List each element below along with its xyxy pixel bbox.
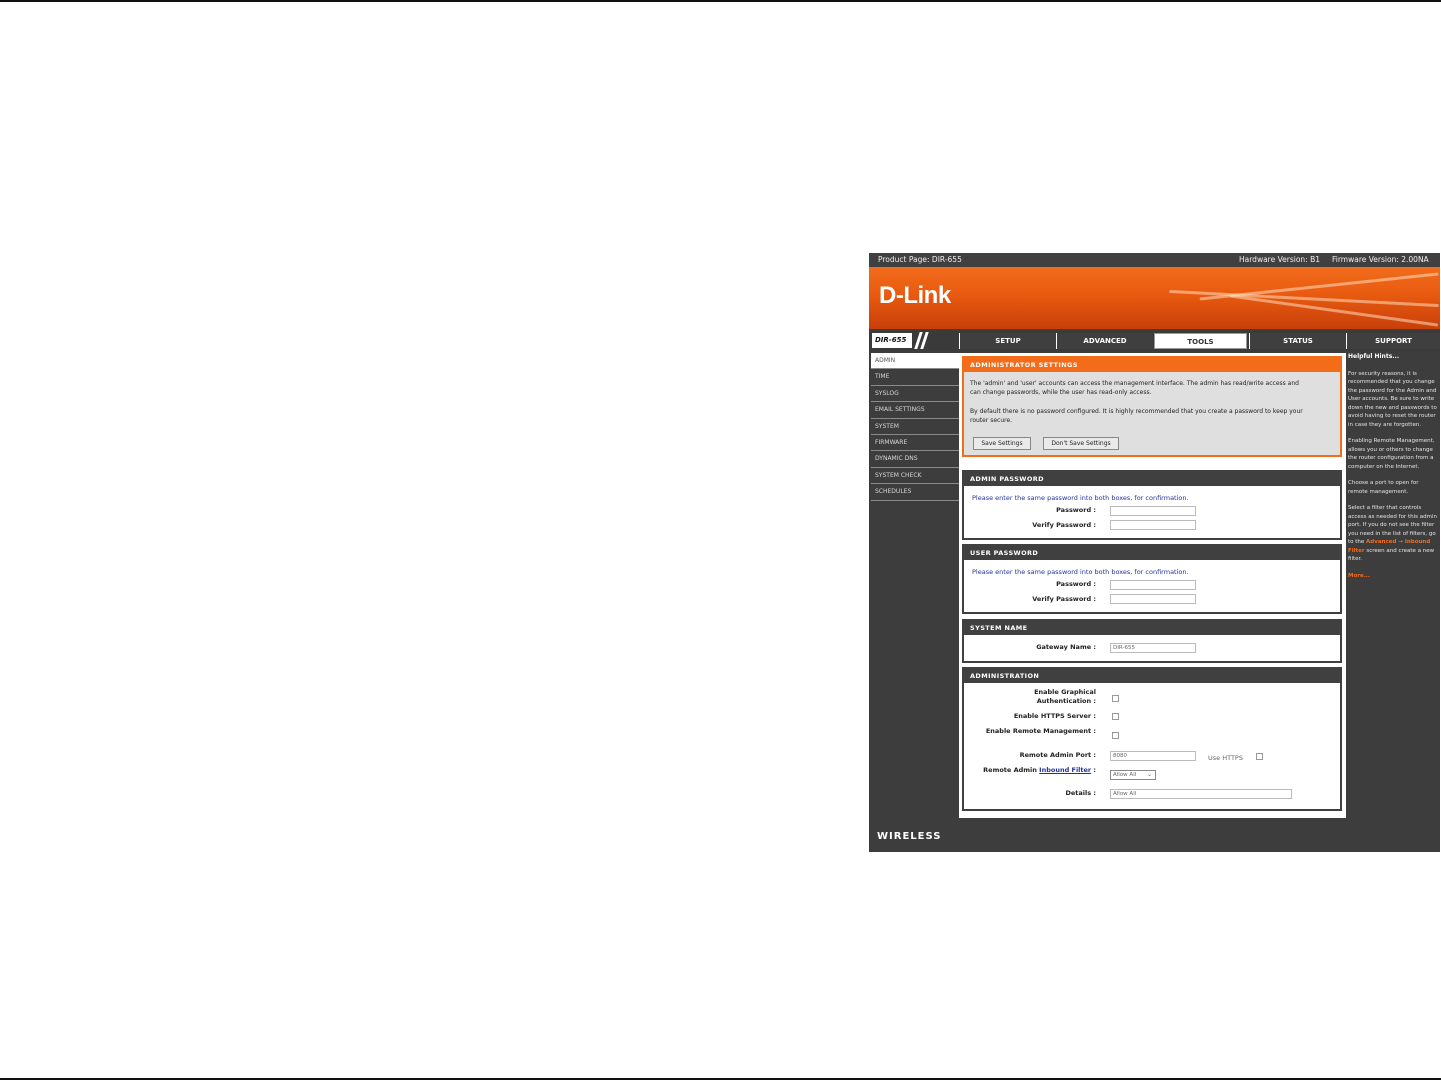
sidebar-item-firmware[interactable]: FIRMWARE	[871, 435, 959, 451]
wireless-footer-label: WIRELESS	[877, 831, 942, 842]
intro-paragraph: The 'admin' and 'user' accounts can access the management interface. The admin has read/write access and can change passwords, while the user has read-only access.	[970, 380, 1299, 396]
save-settings-button[interactable]: Save Settings	[973, 437, 1031, 450]
user-password-label: Password :	[1056, 580, 1096, 588]
main-content	[959, 353, 1346, 818]
help-title: Helpful Hints...	[1348, 353, 1400, 360]
product-page-label: Product Page: DIR-655	[878, 255, 962, 264]
user-password-panel	[962, 544, 1342, 614]
panel-title: ADMINISTRATOR SETTINGS	[964, 358, 1340, 372]
inbound-filter-select[interactable]	[1110, 770, 1156, 780]
gateway-name-input[interactable]: DIR-655	[1110, 643, 1196, 653]
header-banner	[869, 267, 1440, 329]
chevron-down-icon: ⌄	[1146, 771, 1152, 778]
remote-admin-port-label: Remote Admin Port :	[1019, 751, 1096, 759]
top-nav	[869, 331, 1440, 351]
remote-management-label: Enable Remote Management :	[985, 727, 1096, 735]
version-bar	[869, 253, 1440, 267]
sidebar-item-system-check[interactable]: SYSTEM CHECK	[871, 468, 959, 484]
admin-verify-password-input[interactable]	[1110, 520, 1196, 530]
help-hint-filter	[1348, 504, 1438, 564]
panel-title: ADMINISTRATION	[964, 669, 1340, 683]
administration-panel	[962, 667, 1342, 811]
admin-password-note: Please enter the same password into both boxes, for confirmation.	[972, 494, 1189, 502]
admin-password-panel	[962, 470, 1342, 540]
user-verify-password-input[interactable]	[1110, 594, 1196, 604]
tab-setup[interactable]: SETUP	[959, 333, 1056, 349]
admin-password-label: Password :	[1056, 506, 1096, 514]
sidebar-item-time[interactable]: TIME	[871, 369, 959, 385]
help-more-link[interactable]: More...	[1348, 572, 1370, 579]
sidebar-item-syslog[interactable]: SYSLOG	[871, 386, 959, 402]
admin-verify-password-label: Verify Password :	[1032, 521, 1096, 529]
remote-management-checkbox[interactable]	[1112, 732, 1119, 739]
use-https-checkbox[interactable]	[1256, 753, 1263, 760]
user-password-note: Please enter the same password into both boxes, for confirmation.	[972, 568, 1189, 576]
gateway-name-label: Gateway Name :	[1036, 643, 1096, 651]
router-admin-screenshot	[869, 253, 1440, 852]
user-verify-password-label: Verify Password :	[1032, 595, 1096, 603]
graphical-auth-checkbox[interactable]	[1112, 695, 1119, 702]
bottom-rule	[0, 1078, 1441, 1080]
remote-admin-port-input[interactable]: 8080	[1110, 751, 1196, 761]
admin-settings-panel	[962, 356, 1342, 457]
help-hint-passwords: For security reasons, it is recommended that you change the password for the Admin and User accounts. Be sure to write down the new and passwords to avoid having to reset the router in case they are forgotten.	[1348, 370, 1437, 428]
https-server-label: Enable HTTPS Server :	[1013, 712, 1096, 720]
panel-title: SYSTEM NAME	[964, 621, 1340, 635]
sidebar-item-admin[interactable]: ADMIN	[871, 353, 959, 369]
tab-status[interactable]: STATUS	[1249, 333, 1346, 349]
help-filter-suffix: screen and create a new filter.	[1348, 547, 1435, 562]
sidebar-item-schedules[interactable]: SCHEDULES	[871, 484, 959, 500]
help-inbound-filter-link[interactable]: Advanced → Inbound Filter	[1348, 539, 1431, 554]
inbound-filter-prefix: Remote Admin	[983, 766, 1037, 774]
admin-password-input[interactable]	[1110, 506, 1196, 516]
https-server-checkbox[interactable]	[1112, 713, 1119, 720]
default-password-paragraph: By default there is no password configured. It is highly recommended that you create a password to keep your router secure.	[970, 408, 1303, 424]
tab-tools[interactable]: TOOLS	[1154, 333, 1247, 349]
firmware-version-label: Firmware Version: 2.00NA	[1332, 255, 1429, 264]
help-hint-port: Choose a port to open for remote management.	[1348, 480, 1419, 495]
graphical-auth-label: Enable Graphical Authentication :	[1034, 688, 1096, 705]
tab-advanced[interactable]: ADVANCED	[1056, 333, 1153, 349]
tab-support[interactable]: SUPPORT	[1346, 333, 1440, 349]
sidebar	[871, 353, 959, 833]
dlink-logo: D-Link	[879, 282, 951, 309]
top-rule	[0, 0, 1441, 2]
system-name-panel	[962, 619, 1342, 663]
panel-title: USER PASSWORD	[964, 546, 1340, 560]
inbound-filter-selected: Allow All	[1113, 772, 1137, 778]
help-hint-remote-management: Enabling Remote Management, allows you or others to change the router configuration from a computer on the Internet.	[1348, 438, 1435, 470]
help-column	[1348, 353, 1438, 823]
sidebar-item-dynamic-dns[interactable]: DYNAMIC DNS	[871, 451, 959, 467]
help-filter-text: Select a filter that controls access as needed for this admin port. If you do not see the filter you need in the list of filters, go to the	[1348, 505, 1437, 545]
sidebar-item-system[interactable]: SYSTEM	[871, 419, 959, 435]
user-password-input[interactable]	[1110, 580, 1196, 590]
inbound-filter-label	[968, 766, 1096, 774]
details-field: Allow All	[1110, 789, 1292, 799]
hardware-version-label: Hardware Version: B1	[1239, 255, 1321, 264]
inbound-filter-link[interactable]: Inbound Filter	[1039, 766, 1092, 774]
model-badge: DIR-655	[872, 333, 912, 348]
inbound-filter-colon: :	[1093, 766, 1096, 774]
details-label: Details :	[1065, 789, 1096, 797]
sidebar-item-email-settings[interactable]: EMAIL SETTINGS	[871, 402, 959, 418]
use-https-label: Use HTTPS	[1208, 754, 1243, 762]
dont-save-settings-button[interactable]: Don't Save Settings	[1043, 437, 1119, 450]
panel-title: ADMIN PASSWORD	[964, 472, 1340, 486]
